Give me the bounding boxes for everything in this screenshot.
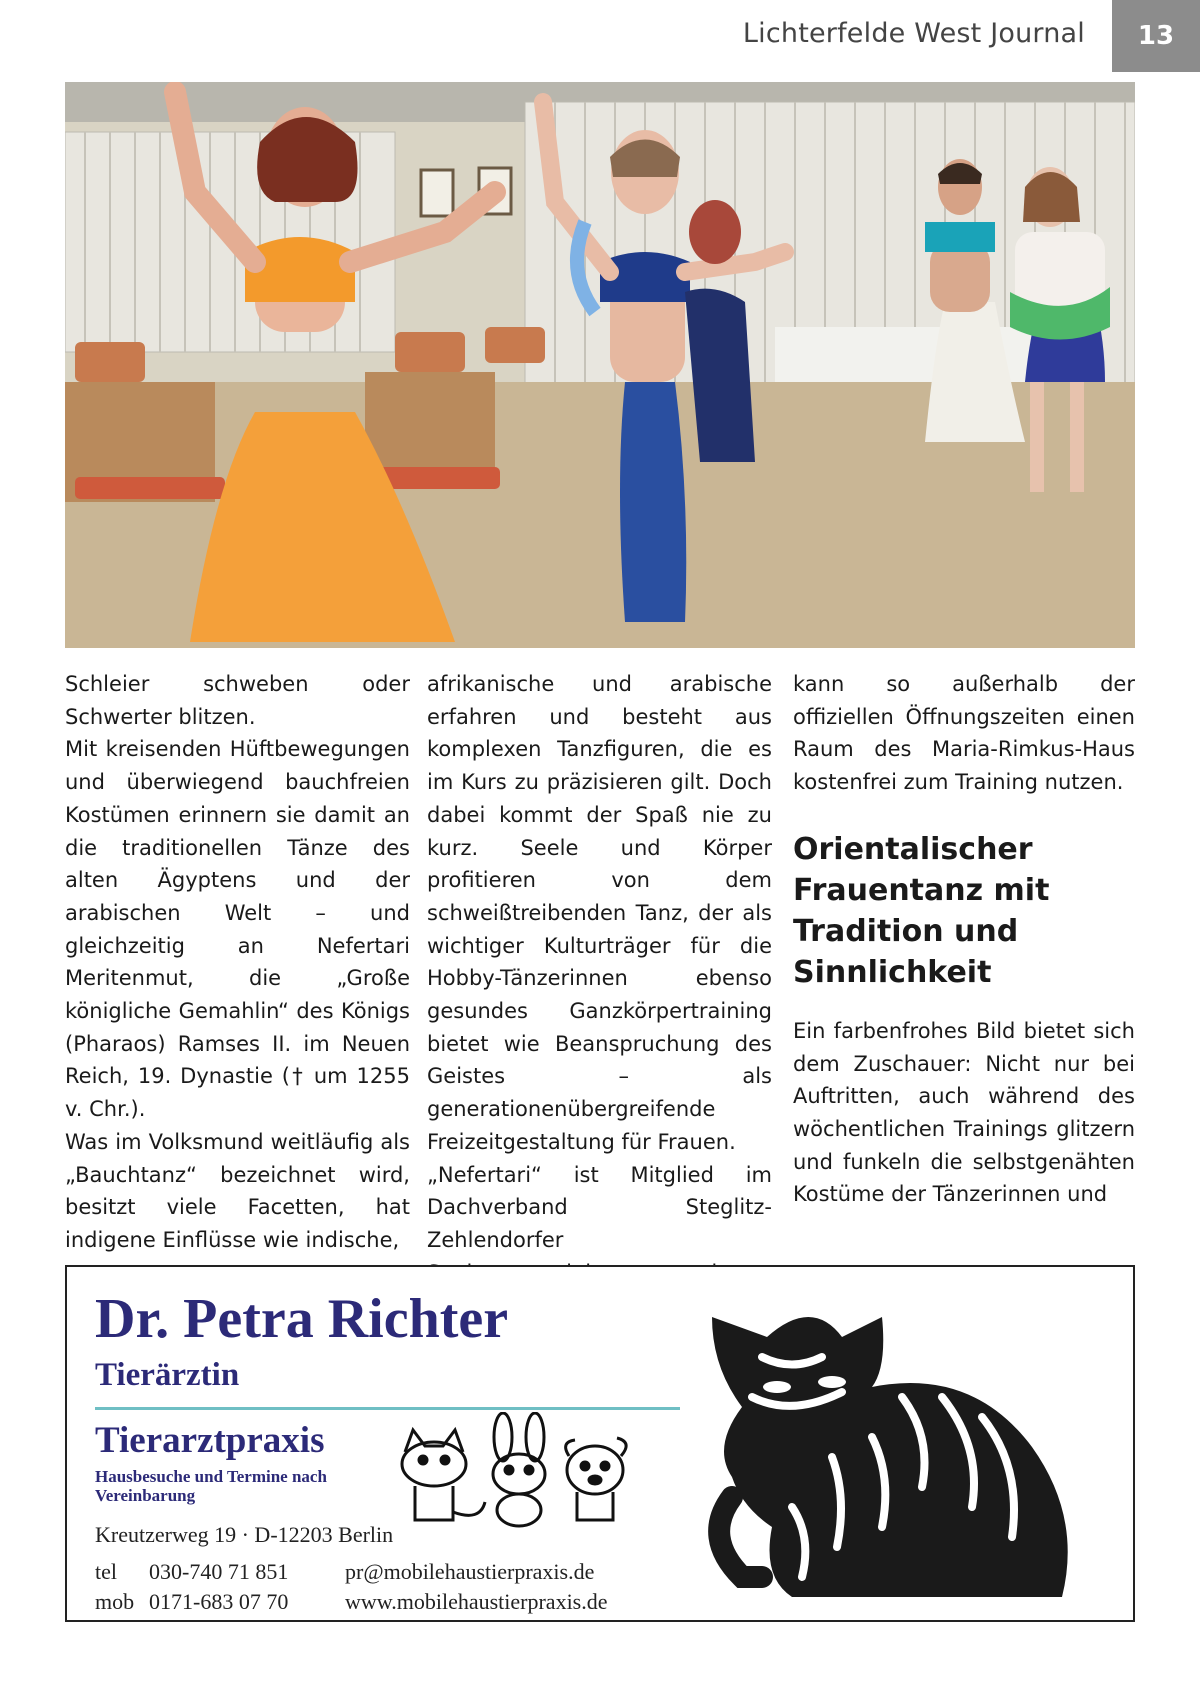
pets-illustration-icon <box>385 1412 655 1532</box>
veterinary-ad <box>65 1265 1135 1622</box>
page-number: 13 <box>1112 0 1200 72</box>
ad-mob-number: 0171-683 07 70 <box>149 1589 289 1614</box>
article-paragraph: Ein farbenfrohes Bild bietet sich dem Zuschauer: Nicht nur bei Auftritten, auch während des wöchentlichen Trainings glitzern und funkeln die selbstgenähten Kostüme der Tänzerinnen und <box>793 1018 1135 1207</box>
article-paragraph: afrikanische und arabische erfahren und besteht aus komplexen Tanzfiguren, die es im Kurs zu präzisieren gilt. Doch dabei kommt der Spaß nie zu kurz. Seele und Körper profitieren von dem schweißtreibenden Tanz, der als wichtiger Kulturträger für die Hobby-Tänzerinnen ebenso gesundes Ganzkörpertraining bietet wie Beanspruchung des Geistes – als generationenübergreifende Freizeitgestaltung für Frauen. <box>427 672 772 1154</box>
article-paragraph: Mit kreisenden Hüftbewegungen und überwiegend bauchfreien Kostümen erinnern sie damit an die traditionellen Tänze des alten Ägyptens und der arabischen Welt – und gleichzeitig an Nefertari Meritenmut, die „Große königliche Gemahlin“ des Königs (Pharaos) Ramses II. im Neuen Reich, 19. Dynastie († um 1255 v. Chr.). <box>65 737 410 1122</box>
ad-mob-label: mob <box>95 1589 135 1614</box>
article-paragraph: Schleier schweben oder Schwerter blitzen. <box>65 672 410 729</box>
article-paragraph: kann so außerhalb der offiziellen Öffnungszeiten einen Raum des Maria-Rimkus-Haus kostenfrei zum Training nutzen. <box>793 672 1135 795</box>
article-column-1 <box>65 668 410 1257</box>
ad-hours-note: Hausbesuche und Termine nach Vereinbarung <box>95 1467 327 1505</box>
article-paragraph: Was im Volksmund weitläufig als „Bauchtanz“ bezeichnet wird, besitzt viele Facetten, hat indigene Einflüsse wie indische, <box>65 1129 410 1252</box>
article-paragraph: „Nefertari“ ist Mitglied im Dachverband Steglitz-Zehlendorfer <box>427 1162 772 1252</box>
ad-address: Kreutzerweg 19 · D-12203 Berlin <box>95 1522 394 1547</box>
article-column-2 <box>427 668 772 1289</box>
ad-contact <box>95 1557 608 1617</box>
ad-email-link[interactable]: pr@mobilehaustierpraxis.de <box>345 1559 595 1584</box>
ad-website-link[interactable]: www.mobilehaustierpraxis.de <box>345 1589 608 1614</box>
ad-practice-name: Tierarztpraxis <box>95 1420 325 1461</box>
ad-tel-label: tel <box>95 1559 117 1584</box>
article-headline: Orientalischer Frauentanz mit Tradition und Sinnlichkeit <box>793 831 1050 990</box>
journal-title: Lichterfelde West Journal <box>742 18 1085 49</box>
ad-doctor-name: Dr. Petra Richter <box>95 1288 509 1350</box>
cat-illustration-icon <box>672 1277 1102 1607</box>
ad-tel-number: 030-740 71 851 <box>149 1559 289 1584</box>
article-column-3 <box>793 668 1135 1211</box>
ad-divider <box>95 1407 680 1410</box>
ad-doctor-title: Tierärztin <box>95 1357 240 1393</box>
dance-photo <box>65 82 1135 648</box>
